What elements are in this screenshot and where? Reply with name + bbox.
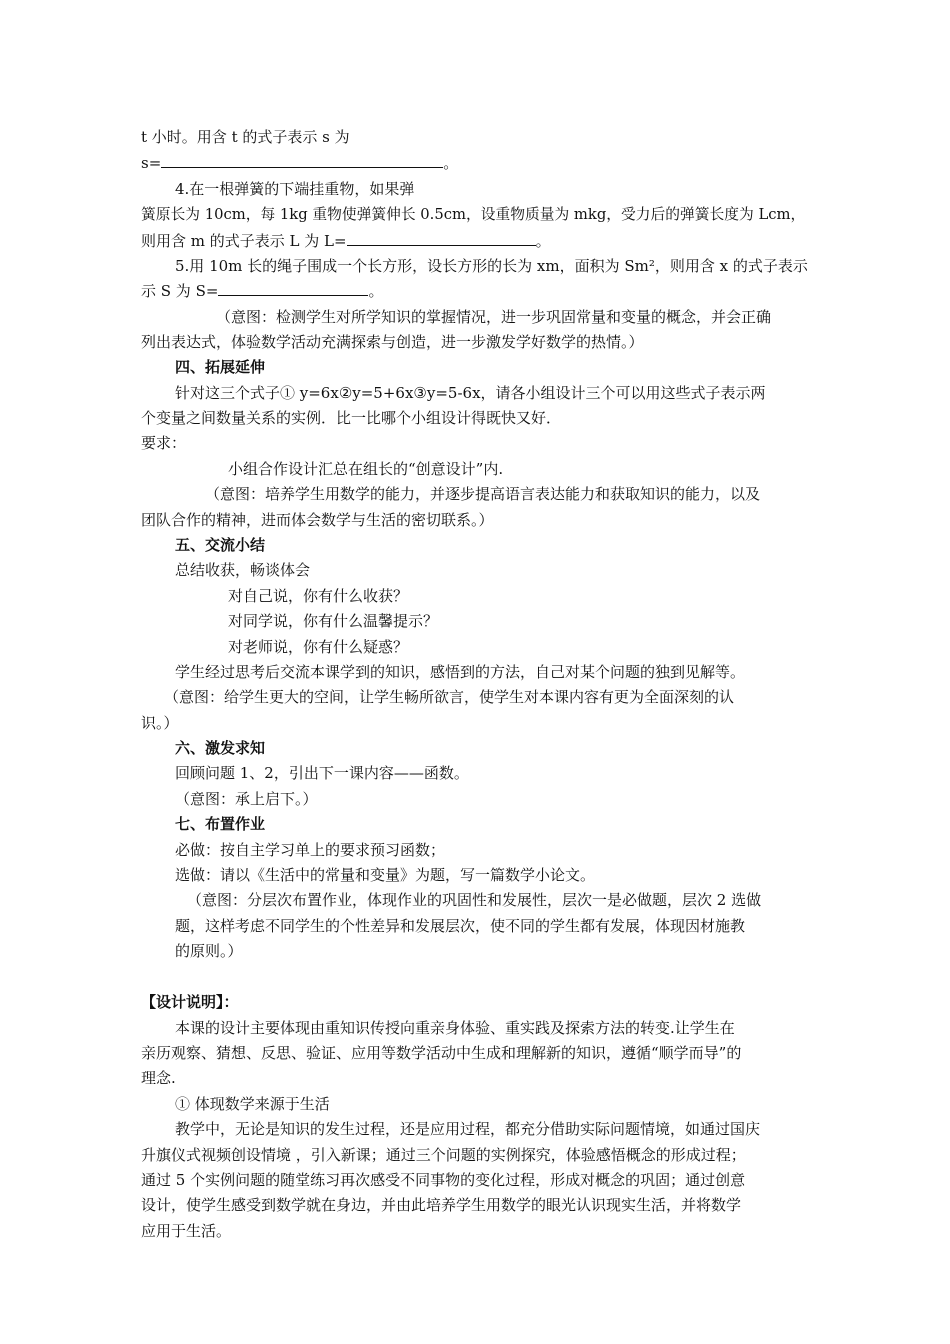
section5-question1: 对自己说，你有什么收获？ [228,587,409,605]
q5-answer-blank [218,281,368,296]
q4-line2: 簧原长为 10cm，每 1kg 重物使弹簧伸长 0.5cm，设重物质量为 mkg，受力后的弹簧长度为 Lcm， [141,206,806,223]
intent7-line3: 的原则。） [175,942,243,960]
section4-line1: 针对这三个式子① y=6x②y=5+6x③y=5-6x，请各小组设计三个可以用这些式子表示两 [175,384,766,402]
q5-answer-line [141,279,383,303]
q4-line3-prefix: 则用含 m 的式子表示 L 为 L= [141,232,347,250]
section4-requirement-label: 要求： [141,434,187,452]
q3-answer-suffix: 。 [443,154,459,172]
intent5-line2: 识。） [141,714,179,732]
design-point1-line3: 通过 5 个实例问题的随堂练习再次感受不同事物的变化过程，形成对概念的巩固；通过创意 [141,1171,746,1189]
design-point1-line5: 应用于生活。 [141,1222,232,1240]
section4-requirement-text: 小组合作设计汇总在组长的“创意设计”内. [228,460,504,478]
q5-line1: 5.用 10m 长的绳子围成一个长方形，设长方形的长为 xm，面积为 Sm²，则用含 x 的式子表示 [175,257,808,275]
intent3-line1: （意图：检测学生对所学知识的掌握情况，进一步巩固常量和变量的概念，并会正确 [216,308,772,326]
q3-answer-line [141,151,458,175]
q4-line3-suffix: 。 [535,232,551,250]
section6-heading: 六、激发求知 [175,739,266,757]
design-heading: 【设计说明】： [141,993,239,1011]
intent7-line2: 题，这样考虑不同学生的个性差异和发展层次，使不同的学生都有发展，体现因材施教 [175,917,746,935]
intent4-line1: （意图：培养学生用数学的能力，并逐步提高语言表达能力和获取知识的能力，以及 [205,485,761,503]
q5-line2-suffix: 。 [368,282,384,300]
q3-answer-prefix: s= [141,154,162,172]
section4-heading: 四、拓展延伸 [175,358,266,376]
section7-optional: 选做：请以《生活中的常量和变量》为题，写一篇数学小论文。 [175,866,596,884]
q5-line2-prefix: 示 S 为 S= [141,282,219,300]
design-point1-line4: 设计，使学生感受到数学就在身边，并由此培养学生用数学的眼光认识现实生活，并将数学 [141,1196,742,1214]
section7-required: 必做：按自主学习单上的要求预习函数； [175,841,446,859]
design-point1-heading: ① 体现数学来源于生活 [175,1095,330,1113]
intent7-line1: （意图：分层次布置作业，体现作业的巩固性和发展性，层次一是必做题，层次 2 选做 [187,891,762,909]
q4-answer-blank [347,231,536,246]
q3-tail: t 小时。用含 t 的式子表示 s 为 [141,128,350,146]
section5-question2: 对同学说，你有什么温馨提示？ [228,612,439,630]
section5-question3: 对老师说，你有什么疑惑？ [228,638,409,656]
design-line1: 本课的设计主要体现由重知识传授向重亲身体验、重实践及探索方法的转变.让学生在 [175,1019,735,1037]
design-point1-line2: 升旗仪式视频创设情境 ，引入新课；通过三个问题的实例探究，体验感悟概念的形成过程； [141,1146,746,1164]
section5-line2: 学生经过思考后交流本课学到的知识，感悟到的方法，自己对某个问题的独到见解等。 [175,663,746,681]
intent4-line2: 团队合作的精神，进而体会数学与生活的密切联系。） [141,511,494,529]
intent5-line1: （意图：给学生更大的空间，让学生畅所欲言，使学生对本课内容有更为全面深刻的认 [164,688,735,706]
design-point1-line1: 教学中，无论是知识的发生过程，还是应用过程，都充分借助实际问题情境，如通过国庆 [175,1120,761,1138]
q4-line1: 4.在一根弹簧的下端挂重物，如果弹 [175,180,415,198]
intent3-line2: 列出表达式，体验数学活动充满探索与创造，进一步激发学好数学的热情。） [141,333,644,351]
section7-heading: 七、布置作业 [175,815,266,833]
design-line2: 亲历观察、猜想、反思、验证、应用等数学活动中生成和理解新的知识，遵循“顺学而导”的 [141,1044,742,1062]
design-line3: 理念. [141,1069,176,1087]
section5-line1: 总结收获，畅谈体会 [175,561,311,579]
q3-answer-blank [161,153,443,168]
section4-line2: 个变量之间数量关系的实例．比一比哪个小组设计得既快又好． [141,409,562,427]
q4-answer-line [141,229,551,253]
intent6: （意图：承上启下。） [175,790,318,808]
section5-heading: 五、交流小结 [175,536,266,554]
section6-line1: 回顾问题 1、2，引出下一课内容——函数。 [175,764,469,782]
